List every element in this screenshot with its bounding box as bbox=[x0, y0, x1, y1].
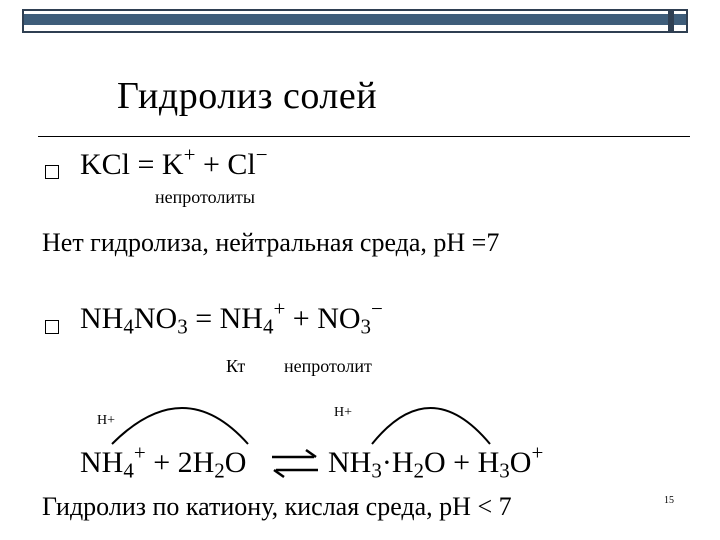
rr-o-plus: O + H bbox=[424, 446, 500, 479]
r-nh-sub: 4 bbox=[123, 458, 134, 483]
rr-nh-text: NH bbox=[328, 446, 372, 479]
nh-sub: 4 bbox=[123, 314, 134, 339]
eq-nh-text: = NH bbox=[187, 302, 263, 335]
reaction-left bbox=[80, 440, 247, 483]
plus-no-text: + NO bbox=[285, 302, 361, 335]
r-nh-text: NH bbox=[80, 446, 124, 479]
no-hydrolysis-line: Нет гидролиза, нейтральная среда, pH =7 bbox=[42, 228, 500, 257]
rr-nh-sub: 3 bbox=[371, 458, 382, 483]
no-sub: 3 bbox=[177, 314, 188, 339]
kcl-note: непротолиты bbox=[155, 187, 255, 207]
left-arc bbox=[112, 408, 248, 444]
kcl-lhs: KCl = K bbox=[80, 148, 184, 181]
cl-part: + Cl bbox=[195, 148, 256, 181]
no-text: NO bbox=[133, 302, 178, 335]
rr-h-sub: 2 bbox=[413, 458, 425, 483]
r-h-sub: 2 bbox=[214, 458, 225, 483]
cl-charge: − bbox=[255, 142, 268, 167]
reaction-right bbox=[328, 440, 544, 483]
rr-dot: · bbox=[381, 446, 392, 479]
cation-hydrolysis-line: Гидролиз по катиону, кислая среда, pH < 7 bbox=[42, 492, 512, 521]
r-o-text: O bbox=[224, 446, 247, 479]
k-charge: + bbox=[183, 142, 196, 167]
right-arc bbox=[372, 408, 490, 444]
h-plus-left: H+ bbox=[97, 413, 116, 428]
rr-o-text: O bbox=[509, 446, 532, 479]
rr-h3-sub: 3 bbox=[499, 458, 510, 483]
h-plus-right: H+ bbox=[334, 405, 353, 420]
eq-nh-sub: 4 bbox=[262, 314, 274, 339]
label-kt: Кт bbox=[226, 356, 246, 376]
plus-no-sub: 3 bbox=[360, 314, 372, 339]
r-nh-sup: + bbox=[133, 440, 146, 465]
rr-o-sup: + bbox=[531, 440, 544, 465]
equilibrium-arrows-icon bbox=[266, 446, 326, 480]
r-rest-text: + 2H bbox=[145, 446, 215, 479]
nh-text: NH bbox=[80, 302, 124, 335]
slide-title: Гидролиз солей bbox=[117, 75, 378, 117]
rr-h-text: H bbox=[391, 446, 414, 479]
label-neprotolit: непротолит bbox=[284, 356, 372, 376]
eq-nh-sup: + bbox=[273, 296, 286, 321]
page-number: 15 bbox=[664, 495, 674, 506]
plus-no-sup: − bbox=[371, 296, 383, 321]
